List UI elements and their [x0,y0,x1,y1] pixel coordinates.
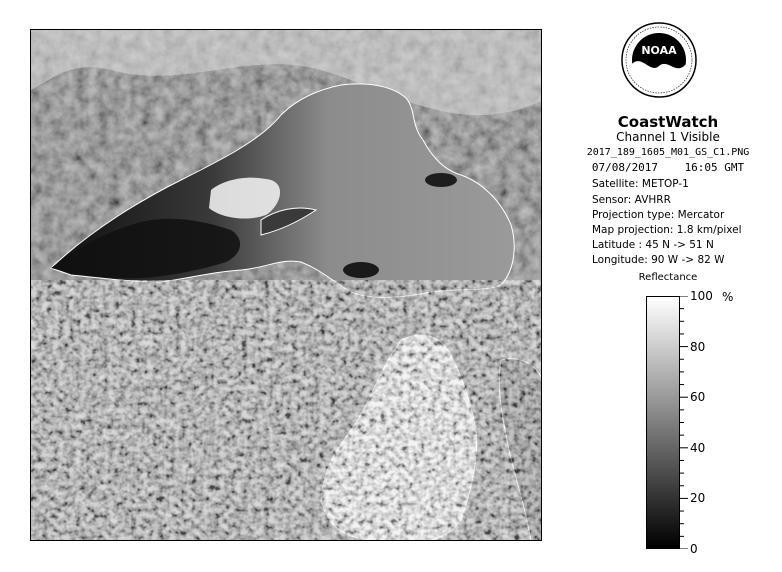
colorbar-unit: % [722,290,734,304]
dark-patch-south [343,262,379,278]
satellite-image [31,30,542,541]
cumulus-field [31,280,542,541]
meta-projection-type: Projection type: Mercator [592,209,725,221]
colorbar-title: Reflectance [638,272,698,283]
colorbar-ticks [680,296,700,549]
acquisition-time: 16:05 GMT [684,161,745,174]
file-name: 2017_189_1605_M01_GS_C1.PNG [586,147,750,158]
meta-satellite: Satellite: METOP-1 [592,178,689,190]
product-title: CoastWatch [617,113,719,131]
dark-patch-northeast [425,173,457,187]
acquisition-datetime [568,161,768,175]
noaa-logo-text: NOAA [641,44,677,57]
colorbar-tick-label: 20 [690,491,706,506]
acquisition-date: 07/08/2017 [591,161,659,174]
satellite-map [30,29,542,541]
meta-sensor: Sensor: AVHRR [592,194,671,206]
reflectance-colorbar [646,296,680,549]
meta-longitude: Longitude: 90 W -> 82 W [592,254,725,266]
noaa-seal-icon [620,20,698,108]
channel-label: Channel 1 Visible [616,130,720,144]
colorbar-tick-label: 100 [690,289,713,303]
colorbar-tick-label: 40 [690,440,706,455]
meta-map-projection: Map projection: 1.8 km/pixel [592,224,742,236]
colorbar-tick-label: 80 [690,339,706,354]
meta-latitude: Latitude : 45 N -> 51 N [592,239,714,251]
colorbar-tick-label: 60 [690,390,706,405]
colorbar-tick-label: 0 [690,542,698,556]
noaa-logo [620,20,698,108]
